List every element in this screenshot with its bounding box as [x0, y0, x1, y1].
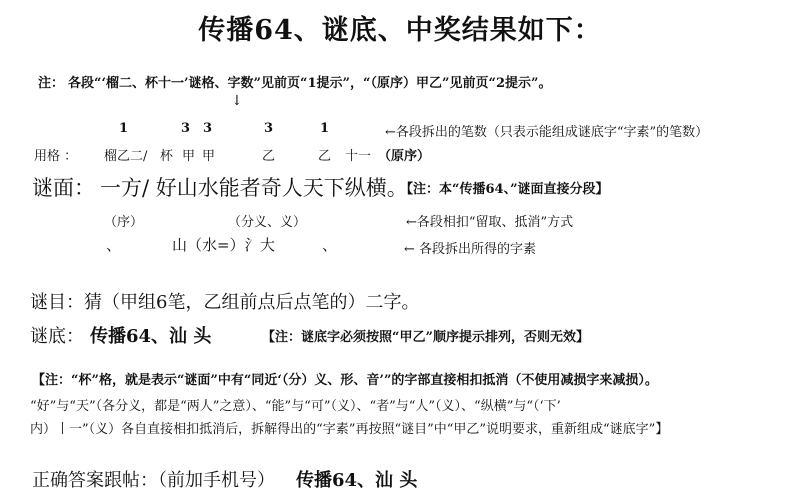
footer-label: 正确答案跟帖：（前加手机号） [32, 470, 275, 491]
page-title: 传播64、谜底、中奖结果如下： [198, 15, 602, 46]
stroke-number: 3 [264, 121, 274, 136]
format-item: 榴乙二/ [104, 149, 148, 164]
format-item: 杯 [160, 149, 174, 164]
format-item: 乙 [318, 149, 332, 164]
format-item: 乙 [262, 149, 276, 164]
part-item: 山（水=）氵 [172, 236, 260, 254]
format-item: 甲 [182, 149, 196, 164]
stroke-number: 3 [203, 121, 213, 136]
parts-note: ← 各段拆出所得的字素 [404, 242, 537, 257]
note-text: 各段“‘榴二、杯十一’谜格、字数”见前页“1提示”，“（原序）甲乙”见前页“2提示”。 [68, 76, 552, 91]
down-arrow-icon: ↓ [231, 93, 243, 109]
stroke-numbers-note: ←各段拆出的笔数（只表示能组成谜底字“字素”的笔数） [385, 125, 709, 140]
note-label: 注： [38, 76, 65, 91]
note2-line: 内）丨一”（义）各自直接相扣抵消后，拆解得出的“字素”再按照“谜目”中“甲乙”说明要求，重新组成“谜底字”】 [30, 422, 669, 437]
answer-label: 谜底： [30, 326, 84, 347]
note-line-1 [38, 72, 551, 91]
method-note: ←各段相扣“留取、抵消”方式 [406, 215, 574, 230]
answer-text: 传播64、汕 头 [90, 326, 212, 347]
part-item: 、 [106, 236, 122, 254]
footer-answer: 传播64、汕 头 [296, 470, 418, 491]
note2-line: 【注：“杯”格，就是表示“谜面”中有“同近‘（分）义、形、音’”的字部直接相扣抵消（不使用减损字来减损）。 [32, 373, 658, 388]
format-item: 甲 [202, 149, 216, 164]
stroke-number: 1 [320, 121, 330, 136]
stroke-number: 1 [119, 121, 129, 136]
riddle-face-note: 【注：本“传播64、”谜面直接分段】 [400, 182, 609, 197]
riddle-face-text: 一方/ 好山水能者奇人天下纵横。 [100, 176, 408, 200]
answer-note: 【注：谜底字必须按照“甲乙”顺序提示排列，否则无效】 [262, 330, 589, 345]
note2-line: “好”与“天”（各分义，都是“两人”之意）、“能”与“可”（义）、“者”与“人”（义）、“纵横”与“（‘下’ [30, 399, 561, 414]
format-item: （原序） [378, 149, 431, 164]
part-item: 大 [260, 236, 276, 254]
stroke-number: 3 [181, 121, 191, 136]
riddle-target-label: 谜目： [30, 292, 84, 313]
format-label: 用格 ： [34, 149, 78, 164]
part-item: 、 [322, 236, 338, 254]
riddle-face-label: 谜面： [32, 176, 95, 200]
riddle-target-text: 猜（甲组6笔，乙组前点后点笔的）二字。 [84, 292, 420, 313]
method-item: （序） [104, 215, 144, 230]
format-item: 十一 [345, 149, 372, 164]
method-item: （分义、义） [228, 215, 307, 230]
